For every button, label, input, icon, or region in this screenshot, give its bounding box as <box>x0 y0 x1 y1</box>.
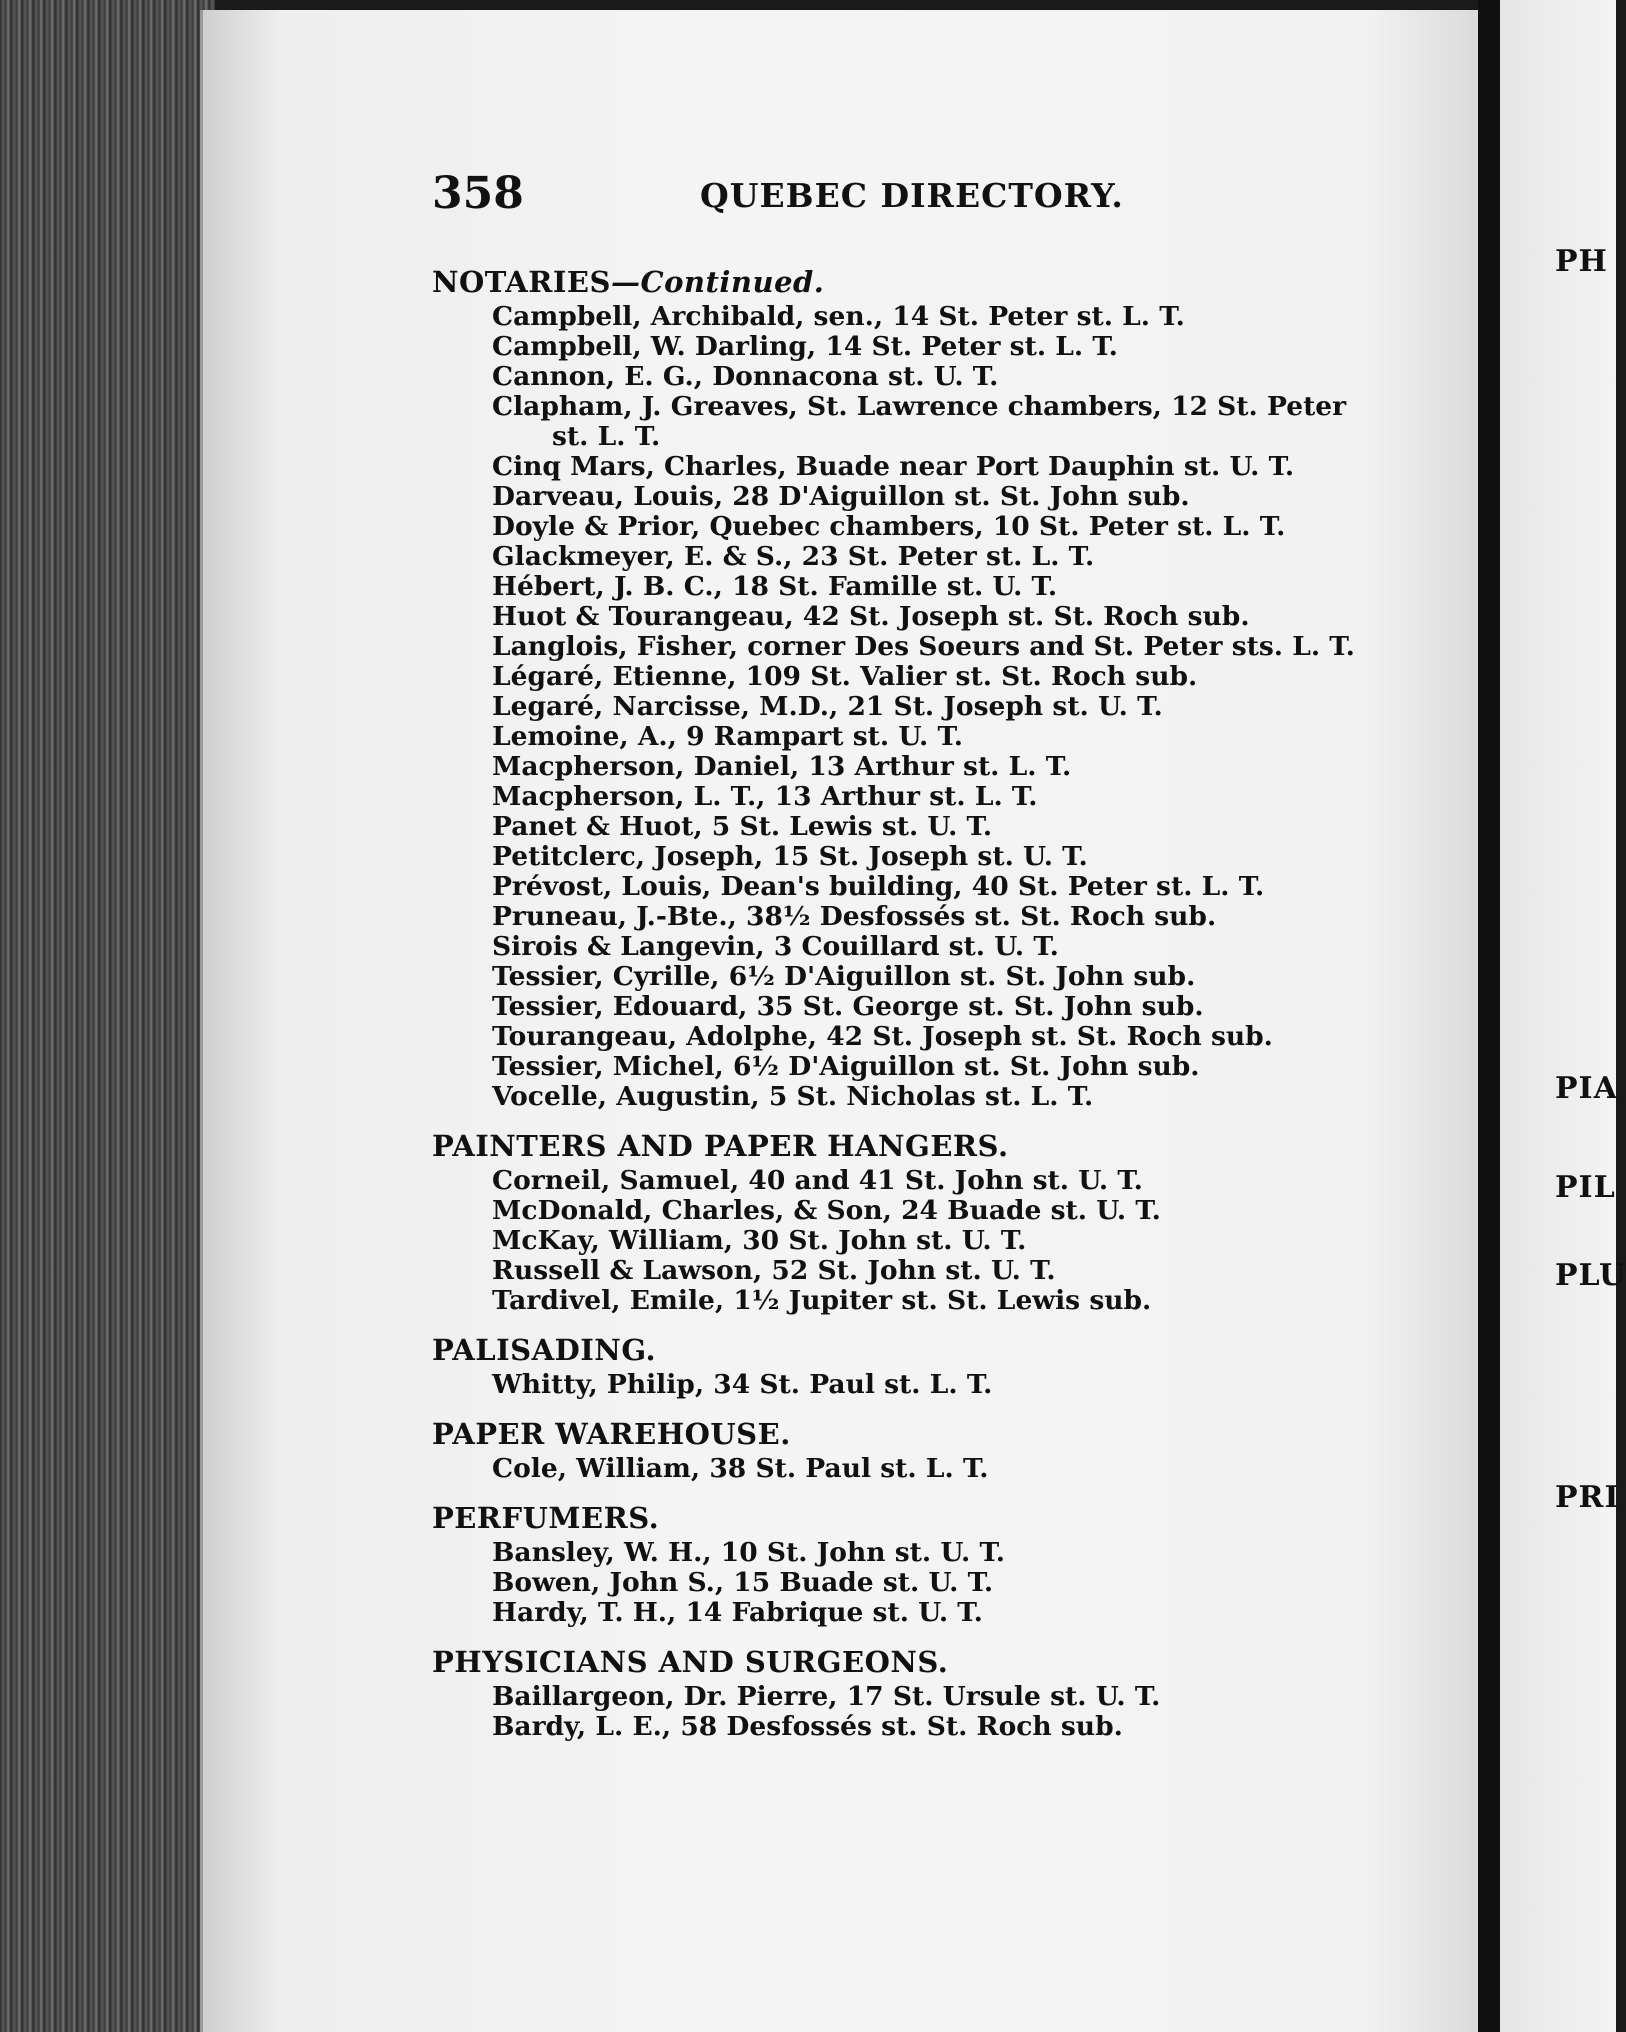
list-item: Campbell, W. Darling, 14 St. Peter st. L. T. <box>492 331 1118 362</box>
section-heading: PAPER WAREHOUSE. <box>432 1417 791 1451</box>
section-physicians <box>432 1642 1452 1742</box>
list-item: Cole, William, 38 St. Paul st. L. T. <box>492 1453 989 1484</box>
list-item: McDonald, Charles, & Son, 24 Buade st. U. T. <box>492 1195 1161 1226</box>
facing-page-fragment: PLU <box>1555 1258 1626 1293</box>
list-item: Lemoine, A., 9 Rampart st. U. T. <box>492 721 963 752</box>
section-painters <box>432 1126 1452 1316</box>
list-item: Tessier, Edouard, 35 St. George st. St. John sub. <box>492 991 1204 1022</box>
list-item: Macpherson, L. T., 13 Arthur st. L. T. <box>492 781 1038 812</box>
list-item: Huot & Tourangeau, 42 St. Joseph st. St. Roch sub. <box>492 601 1250 632</box>
list-item: Whitty, Philip, 34 St. Paul st. L. T. <box>492 1369 993 1400</box>
section-heading: PALISADING. <box>432 1333 657 1367</box>
list-item: Légaré, Etienne, 109 St. Valier st. St. Roch sub. <box>492 661 1198 692</box>
list-item: Cinq Mars, Charles, Buade near Port Dauphin st. U. T. <box>492 451 1295 482</box>
list-item: Hardy, T. H., 14 Fabrique st. U. T. <box>492 1597 983 1628</box>
facing-page-edge <box>1500 0 1616 2032</box>
book-page-edges <box>0 0 215 2032</box>
section-heading: PERFUMERS. <box>432 1501 660 1535</box>
list-item: Macpherson, Daniel, 13 Arthur st. L. T. <box>492 751 1072 782</box>
list-item: Vocelle, Augustin, 5 St. Nicholas st. L. T. <box>492 1081 1094 1112</box>
list-item: Tardivel, Emile, 1½ Jupiter st. St. Lewis sub. <box>492 1285 1152 1316</box>
list-item: Bowen, John S., 15 Buade st. U. T. <box>492 1567 994 1598</box>
list-item: Hébert, J. B. C., 18 St. Famille st. U. T. <box>492 571 1058 602</box>
list-item: Darveau, Louis, 28 D'Aiguillon st. St. John sub. <box>492 481 1190 512</box>
list-item: Tourangeau, Adolphe, 42 St. Joseph st. St. Roch sub. <box>492 1021 1273 1052</box>
page-title: QUEBEC DIRECTORY. <box>700 176 1124 215</box>
section-heading: PHYSICIANS AND SURGEONS. <box>432 1645 949 1679</box>
list-item: Cannon, E. G., Donnacona st. U. T. <box>492 361 999 392</box>
page-number: 358 <box>432 168 524 219</box>
facing-page-fragment: PIL <box>1555 1170 1616 1205</box>
facing-page-fragment: PRI <box>1555 1480 1620 1515</box>
list-item: Russell & Lawson, 52 St. John st. U. T. <box>492 1255 1056 1286</box>
list-item: Bansley, W. H., 10 St. John st. U. T. <box>492 1537 1005 1568</box>
list-item: McKay, William, 30 St. John st. U. T. <box>492 1225 1027 1256</box>
section-heading <box>432 262 1452 302</box>
section-palisading <box>432 1330 1452 1400</box>
list-item: Doyle & Prior, Quebec chambers, 10 St. Peter st. L. T. <box>492 511 1286 542</box>
list-item: Clapham, J. Greaves, St. Lawrence chambers, 12 St. Peter <box>492 391 1347 422</box>
section-perfumers <box>432 1498 1452 1628</box>
section-heading: PAINTERS AND PAPER HANGERS. <box>432 1129 1009 1163</box>
list-item: Panet & Huot, 5 St. Lewis st. U. T. <box>492 811 993 842</box>
list-item: Corneil, Samuel, 40 and 41 St. John st. U. T. <box>492 1165 1143 1196</box>
list-item: Tessier, Michel, 6½ D'Aiguillon st. St. John sub. <box>492 1051 1200 1082</box>
heading-suffix: —Continued. <box>610 265 825 299</box>
list-item: Prévost, Louis, Dean's building, 40 St. Peter st. L. T. <box>492 871 1265 902</box>
book-gutter <box>1478 0 1500 2032</box>
list-item: Sirois & Langevin, 3 Couillard st. U. T. <box>492 931 1059 962</box>
list-item: Pruneau, J.-Bte., 38½ Desfossés st. St. Roch sub. <box>492 901 1217 932</box>
list-item: Legaré, Narcisse, M.D., 21 St. Joseph st. U. T. <box>492 691 1163 722</box>
section-notaries <box>432 262 1452 1112</box>
list-item: Tessier, Cyrille, 6½ D'Aiguillon st. St. John sub. <box>492 961 1196 992</box>
list-item-continuation: st. L. T. <box>552 421 661 452</box>
facing-page-fragment: PIA <box>1555 1071 1618 1106</box>
list-item: Campbell, Archibald, sen., 14 St. Peter st. L. T. <box>492 301 1185 332</box>
list-item: Langlois, Fisher, corner Des Soeurs and St. Peter sts. L. T. <box>492 631 1355 662</box>
heading-text: NOTARIES <box>432 265 611 299</box>
list-item: Baillargeon, Dr. Pierre, 17 St. Ursule st. U. T. <box>492 1681 1161 1712</box>
list-item: Glackmeyer, E. & S., 23 St. Peter st. L. T. <box>492 541 1095 572</box>
directory-listing <box>432 262 1452 1756</box>
section-paper-warehouse <box>432 1414 1452 1484</box>
list-item: Petitclerc, Joseph, 15 St. Joseph st. U. T. <box>492 841 1088 872</box>
facing-page-fragment: PH <box>1555 244 1608 279</box>
list-item: Bardy, L. E., 58 Desfossés st. St. Roch sub. <box>492 1711 1123 1742</box>
